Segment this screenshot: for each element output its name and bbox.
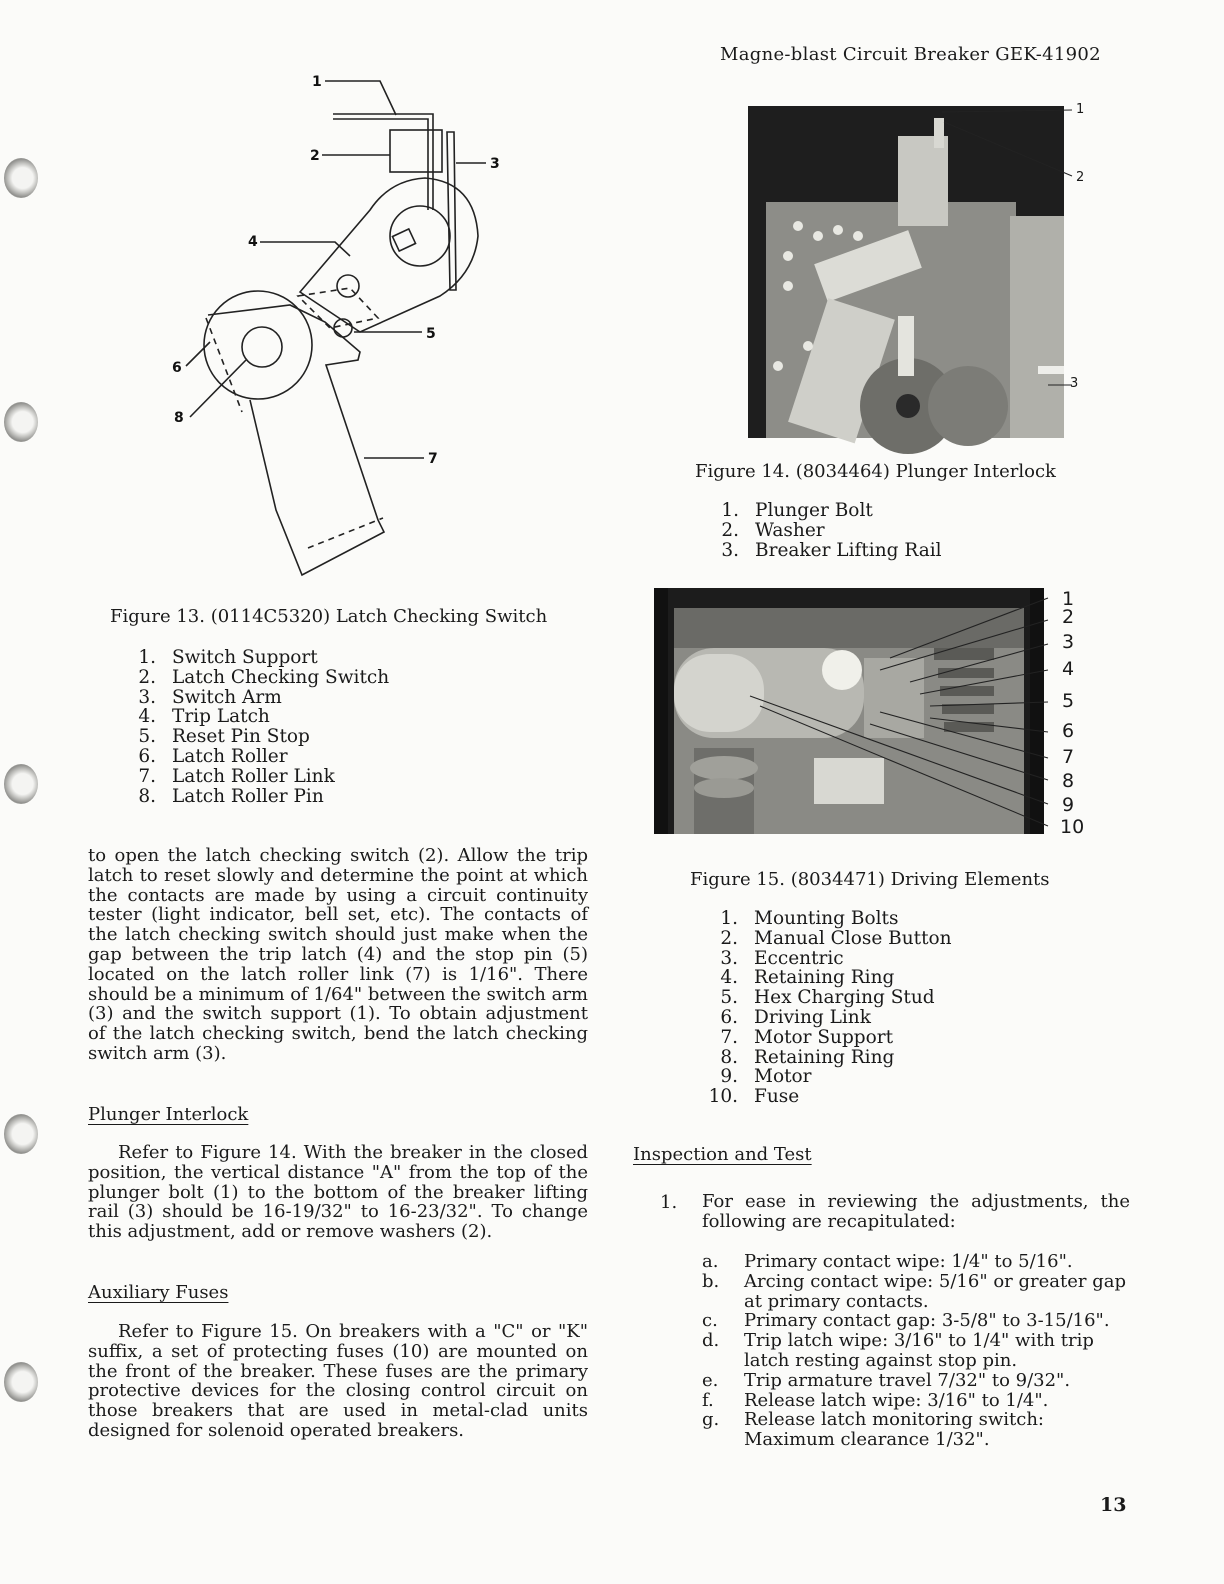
- list-item: 7. Motor Support: [720, 1026, 894, 1048]
- list-item: 8. Retaining Ring: [720, 1046, 895, 1068]
- page-number: 13: [1100, 1494, 1127, 1516]
- list-item: 1. Plunger Bolt: [721, 500, 873, 521]
- fig13-callout-6: 6: [172, 360, 182, 376]
- fig13-callout-7: 7: [428, 451, 438, 467]
- list-item: 1. Mounting Bolts: [720, 908, 899, 929]
- fig15-callout-6: 6: [1062, 720, 1075, 742]
- binder-hole: [4, 1362, 38, 1402]
- list-item: 2. Manual Close Button: [720, 927, 952, 949]
- fig13-callout-3: 3: [490, 156, 500, 172]
- fig15-callout-7: 7: [1062, 746, 1075, 768]
- fig13-callout-5: 5: [426, 326, 436, 342]
- figure-13-parts-list: [130, 648, 389, 806]
- auxiliary-fuses-text: Refer to Figure 15. On breakers with a "C" or "K" suffix, a set of protecting fuses (10) are mounted on the front of the breaker. These fuses are the primary protective devices for the closing control circuit on those breakers that are used in metal-clad units designed for solenoid operated breakers.: [88, 1321, 588, 1441]
- list-item: e. Trip armature travel 7/32" to 9/32".: [702, 1369, 1071, 1391]
- binder-hole: [4, 402, 38, 442]
- list-item: g. Release latch monitoring switch: Maximum clearance 1/32".: [702, 1409, 1044, 1451]
- fig15-callout-1: 1: [1062, 588, 1075, 610]
- latch-switch-continuation-text: to open the latch checking switch (2). Allow the trip latch to reset slowly and determine the point at which the contacts are made by using a circuit continuity tester (light indicator, bell set, etc). The contacts of the latch checking switch should just make when the gap between the trip latch (4) and the stop pin (5) located on the latch roller link (7) is 1/16". There should be a minimum of 1/64" between the switch arm (3) and the switch support (1). To obtain adjustment of the latch checking switch, bend the latch checking switch arm (3).: [88, 845, 588, 1064]
- inspection-test-heading: Inspection and Test: [633, 1144, 812, 1165]
- list-item: 6. Driving Link: [720, 1006, 871, 1028]
- list-item: 8. Latch Roller Pin: [138, 785, 324, 807]
- fig15-callout-4: 4: [1062, 658, 1075, 680]
- page-header: Magne-blast Circuit Breaker GEK-41902: [720, 44, 1101, 65]
- binder-hole: [4, 158, 38, 198]
- list-item: 6. Latch Roller: [138, 745, 288, 767]
- fig14-callout-1: 1: [1076, 102, 1085, 117]
- fig14-leader-lines: [930, 100, 1080, 400]
- fig15-callout-5: 5: [1062, 690, 1075, 712]
- list-item: 1. Switch Support: [138, 647, 318, 668]
- figure-15-caption: Figure 15. (8034471) Driving Elements: [690, 869, 1050, 890]
- fig13-callout-1: 1: [312, 74, 322, 90]
- auxiliary-fuses-heading: Auxiliary Fuses: [88, 1282, 229, 1303]
- fig14-callout-2: 2: [1076, 170, 1085, 185]
- list-item: 10. Fuse: [708, 1086, 800, 1108]
- recapitulated-adjustments-list: [702, 1252, 1138, 1450]
- list-item: 4. Trip Latch: [138, 706, 270, 728]
- list-item: 4. Retaining Ring: [720, 967, 895, 989]
- inspection-item-text: For ease in reviewing the adjustments, the following are recapitulated:: [702, 1191, 1130, 1232]
- list-item: 2. Washer: [721, 519, 825, 541]
- list-item: b. Arcing contact wipe: 5/16" or greater gap at primary contacts.: [702, 1270, 1126, 1312]
- inspection-item-number: 1.: [660, 1192, 678, 1213]
- list-item: 9. Motor: [720, 1066, 812, 1088]
- list-item: c. Primary contact gap: 3-5/8" to 3-15/16".: [702, 1310, 1110, 1332]
- fig15-leader-lines: [730, 586, 1070, 836]
- list-item: a. Primary contact wipe: 1/4" to 5/16".: [702, 1251, 1073, 1272]
- list-item: 3. Breaker Lifting Rail: [721, 539, 942, 561]
- fig15-callout-10: 10: [1060, 816, 1085, 838]
- fig13-callout-8: 8: [174, 410, 184, 426]
- figure-14-caption: Figure 14. (8034464) Plunger Interlock: [695, 461, 1056, 482]
- fig14-callout-3: 3: [1070, 376, 1079, 391]
- fig15-callout-3: 3: [1062, 631, 1075, 653]
- fig13-callout-2: 2: [310, 148, 320, 164]
- plunger-interlock-text: Refer to Figure 14. With the breaker in the closed position, the vertical distance "A" from the top of the plunger bolt (1) to the bottom of the breaker lifting rail (3) should be 16-19/32" to 16-23/32". To change this adjustment, add or remove washers (2).: [88, 1142, 588, 1243]
- list-item: 5. Hex Charging Stud: [720, 987, 935, 1009]
- list-item: 7. Latch Roller Link: [138, 765, 335, 787]
- list-item: 2. Latch Checking Switch: [138, 666, 390, 688]
- fig15-callout-2: 2: [1062, 606, 1075, 628]
- fig13-callout-4: 4: [248, 234, 258, 250]
- figure-13-caption: Figure 13. (0114C5320) Latch Checking Switch: [110, 606, 548, 627]
- list-item: 3. Eccentric: [720, 947, 844, 969]
- fig15-callout-9: 9: [1062, 794, 1075, 816]
- list-item: f. Release latch wipe: 3/16" to 1/4".: [702, 1389, 1049, 1411]
- fig15-callout-8: 8: [1062, 770, 1075, 792]
- latch-checking-switch-drawing: [150, 60, 500, 590]
- list-item: 3. Switch Arm: [138, 686, 282, 708]
- binder-hole: [4, 1114, 38, 1154]
- plunger-interlock-heading: Plunger Interlock: [88, 1104, 249, 1125]
- list-item: d. Trip latch wipe: 3/16" to 1/4" with trip latch resting against stop pin.: [702, 1330, 1094, 1371]
- list-item: 5. Reset Pin Stop: [138, 726, 310, 748]
- binder-hole: [4, 764, 38, 804]
- figure-14-parts-list: [713, 501, 942, 560]
- figure-15-parts-list: [702, 909, 952, 1107]
